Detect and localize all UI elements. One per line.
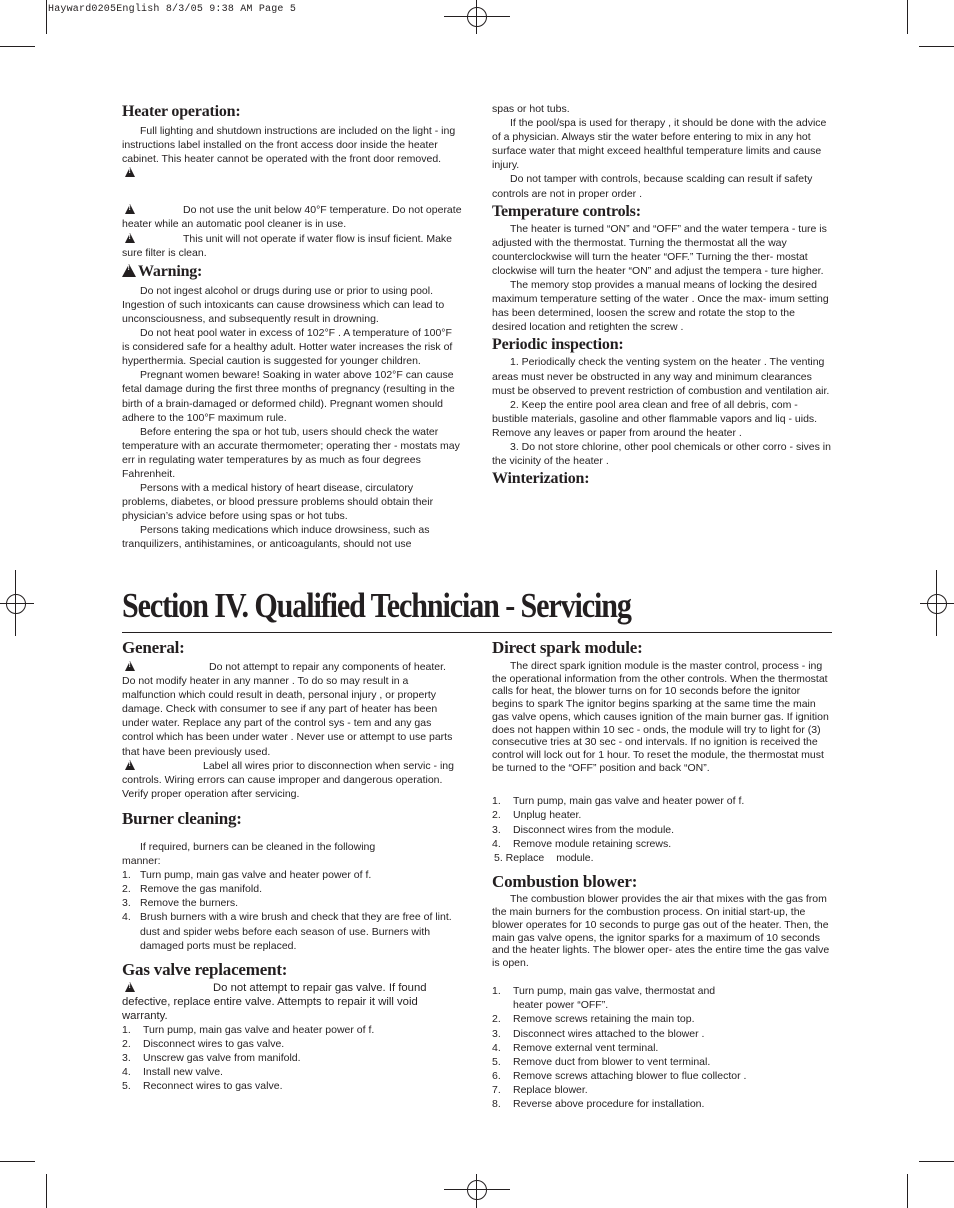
- crop-mark: [919, 1161, 954, 1162]
- burner-cleaning-steps: [122, 868, 462, 953]
- paragraph: The memory stop provides a manual means of locking the desired maximum temperature setting of the water . Once the max- imum setting has been determined, loosen the screw and rotate the stop to the desired location and retighten the screw .: [492, 279, 829, 334]
- heading-heater-operation: Heater operation:: [122, 103, 241, 120]
- paragraph: The heater is turned “ON” and “OFF” and the water tempera - ture is adjusted with the thermostat. Turning the thermostat all the way counterclockwise will turn the heater “OFF.” Turning the ther- mostat clockwise will turn the heater “ON” and adjust the tempera - ture higher.: [492, 222, 827, 277]
- list-item: 4. Remove external vent terminal.: [492, 1041, 659, 1054]
- paragraph-continued: manner:: [122, 855, 161, 868]
- paragraph: The direct spark ignition module is the master control, process - ing the operational information from the other controls. When the thermostat calls for heat, the blower turns on for 10 seconds before the ignitor begins to spark The ignitor begins sparking at the same time the main gas valve opens, which causes ignition of the main burner gas. If ignition does not happen within 10 sec - onds, the module will try to light for (3) consecutive tries at 30 sec - ond intervals. If no ignition is received the control will lock out for 1 hour. To reset the module, the thermostat must be turned to the “OFF” position and back “ON”.: [492, 660, 829, 774]
- crop-mark: [0, 1161, 35, 1162]
- paragraph-continued: spas or hot tubs.: [492, 103, 570, 115]
- heading-direct-spark-module: Direct spark module:: [492, 638, 643, 657]
- list-item: 1. Turn pump, main gas valve and heater power of f.: [122, 869, 372, 882]
- paragraph: Full lighting and shutdown instructions are included on the light - ing instructions label installed on the front access door inside the heater cabinet. This heater cannot be operated with the front door removed.: [122, 125, 456, 166]
- list-item: 4. Brush burners with a wire brush and check that they are free of lint. dust and spider webs before each season of use. Burners with damaged ports must be replaced.: [122, 911, 452, 952]
- heading-periodic-inspection: Periodic inspection:: [492, 336, 624, 354]
- left-column-bottom: [122, 638, 462, 1093]
- paragraph: If the pool/spa is used for therapy , it should be done with the advice of a physician. Always stir the water before entering to mix in any hot surface water that might exceed healthful temperature limits and cause injury.: [492, 117, 827, 172]
- list-item: 5. Reconnect wires to gas valve.: [122, 1080, 283, 1093]
- heading-temperature-controls: Temperature controls:: [492, 202, 641, 220]
- paragraph: Persons with a medical history of heart disease, circulatory problems, diabetes, or blood pressure problems should obtain their physician’s advice before using spas or hot tubs.: [122, 482, 434, 523]
- paragraph: 3. Do not store chlorine, other pool chemicals or other corro - sives in the vicinity of the heater .: [492, 440, 831, 468]
- section-title: Section IV. Qualified Technician - Servicing: [122, 586, 631, 625]
- right-column-top: [492, 102, 832, 489]
- warning-triangle-icon: [125, 233, 135, 243]
- caution-text: Do not attempt to repair any components of heater. Do not modify heater in any manner . To do so may result in a malfunction which could result in death, personal injury , or property damage. Check with consumer to see if any part of heater has been under water. Replace any part of the control sys - tem and any gas control which has been under water . Never use or attempt to use parts that have been previously used.: [122, 661, 453, 758]
- crop-mark: [907, 0, 908, 34]
- list-item: 5. Remove duct from blower to vent terminal.: [492, 1055, 711, 1068]
- crop-mark: [919, 46, 954, 47]
- paragraph: Do not ingest alcohol or drugs during use or prior to using pool. Ingestion of such intoxicants can cause drowsiness which can lead to unconsciousness, and subsequently result in drowning.: [122, 284, 445, 325]
- paragraph: Before entering the spa or hot tub, users should check the water temperature with an accurate thermometer; operating ther - mostats may err in regulating water temperatures by as much as four degrees Fahrenheit.: [122, 425, 460, 480]
- crop-mark: [46, 0, 47, 34]
- warning-triangle-icon: [125, 167, 135, 177]
- paragraph: If required, burners can be cleaned in the following: [140, 840, 376, 853]
- caution-line: [122, 166, 462, 180]
- direct-spark-steps: [492, 794, 832, 864]
- left-column-top: [122, 102, 462, 552]
- crop-mark: [0, 46, 35, 47]
- list-item: 1. Turn pump, main gas valve and heater power of f.: [492, 795, 745, 808]
- caution-text: This unit will not operate if water flow is insuf ficient. Make sure filter is clean.: [122, 232, 453, 259]
- list-item: 2. Disconnect wires to gas valve.: [122, 1038, 285, 1051]
- list-item: 3. Remove the burners.: [122, 897, 239, 910]
- list-item: 1. Turn pump, main gas valve and heater power of f.: [122, 1023, 375, 1036]
- crop-mark: [46, 1174, 47, 1208]
- paragraph: 1. Periodically check the venting system on the heater . The venting areas must never be obstructed in any way and minimum clearances must be observed to prevent restriction of combustion and ventilation air.: [492, 356, 830, 397]
- heading-winterization: Winterization:: [492, 470, 590, 488]
- caution-text: Do not use the unit below 40°F temperature. Do not operate heater while an automatic pool cleaner is in use.: [122, 204, 462, 231]
- print-slug: Hayward0205English 8/3/05 9:38 AM Page 5: [48, 4, 297, 15]
- list-item: 4. Remove module retaining screws.: [492, 837, 672, 850]
- list-item: 1. Turn pump, main gas valve, thermostat and heater power “OFF”.: [492, 985, 716, 1012]
- paragraph: Pregnant women beware! Soaking in water above 102°F can cause fetal damage during the first three months of pregnancy (resulting in the birth of a brain-damaged or deformed child). Pregnant women should adhere to the 100°F maximum rule.: [122, 369, 455, 424]
- right-column-bottom: [492, 638, 832, 1111]
- paragraph: [122, 981, 462, 1023]
- list-item: 8. Reverse above procedure for installation.: [492, 1097, 705, 1110]
- warning-triangle-icon: [125, 661, 135, 671]
- paragraph: The combustion blower provides the air that mixes with the gas from the main burners for the combustion process. On initial start-up, the blower operates for 10 seconds to purge gas out of the heater. Then, the main gas valve opens, the ignitor sparks for a maximum of 10 seconds and the heater lights. The blower oper- ates the entire time the gas valve is open.: [492, 892, 830, 970]
- list-item: 4. Install new valve.: [122, 1066, 223, 1079]
- list-item: 3. Unscrew gas valve from manifold.: [122, 1052, 301, 1065]
- combustion-blower-steps: [492, 984, 832, 1111]
- list-item: 2. Remove the gas manifold.: [122, 883, 262, 896]
- list-item: 5. Replace module.: [494, 851, 594, 864]
- paragraph: Do not heat pool water in excess of 102°F . A temperature of 100°F is considered safe for a healthy adult. Hotter water increases the risk of hyperthermia. Special caution is suggested for younger children.: [122, 327, 453, 368]
- paragraph: [122, 759, 462, 801]
- warning-triangle-icon: [125, 982, 135, 992]
- list-item: 7. Replace blower.: [492, 1083, 588, 1096]
- paragraph: Do not tamper with controls, because scalding can result if safety controls are not in proper order .: [492, 173, 813, 200]
- list-item: 2. Remove screws retaining the main top.: [492, 1013, 695, 1026]
- list-item: 3. Disconnect wires attached to the blower .: [492, 1027, 705, 1040]
- warning-triangle-icon: [122, 264, 136, 277]
- heading-gas-valve-replacement: Gas valve replacement:: [122, 959, 288, 979]
- warning-triangle-icon: [125, 760, 135, 770]
- section-divider: [122, 632, 832, 633]
- paragraph: 2. Keep the entire pool area clean and free of all debris, com - bustible materials, gasoline and other flammable vapors and liq - uids. Remove any leaves or paper from around the heater .: [492, 398, 818, 439]
- list-item: 6. Remove screws attaching blower to flue collector .: [492, 1069, 747, 1082]
- gas-valve-steps: [122, 1023, 462, 1093]
- list-item: 3. Disconnect wires from the module.: [492, 823, 675, 836]
- caution-paragraph: [122, 203, 462, 231]
- caution-text: Do not attempt to repair gas valve. If found defective, replace entire valve. Attempts to repair it will void warranty.: [122, 981, 427, 1022]
- paragraph: Persons taking medications which induce drowsiness, such as tranquilizers, antihistamines, or anticoagulants, should not use: [122, 524, 430, 551]
- caution-text: Label all wires prior to disconnection when servic - ing controls. Wiring errors can cause improper and dangerous operation. Verify proper operation after servicing.: [122, 759, 454, 800]
- paragraph: [122, 660, 462, 759]
- heading-general: General:: [122, 638, 185, 657]
- heading-warning: [122, 262, 462, 282]
- heading-burner-cleaning: Burner cleaning:: [122, 808, 242, 828]
- caution-paragraph: [122, 232, 462, 260]
- crop-mark: [907, 1174, 908, 1208]
- warning-triangle-icon: [125, 204, 135, 214]
- warning-title: Warning:: [138, 262, 203, 280]
- list-item: 2. Unplug heater.: [492, 809, 582, 822]
- heading-combustion-blower: Combustion blower:: [492, 871, 638, 891]
